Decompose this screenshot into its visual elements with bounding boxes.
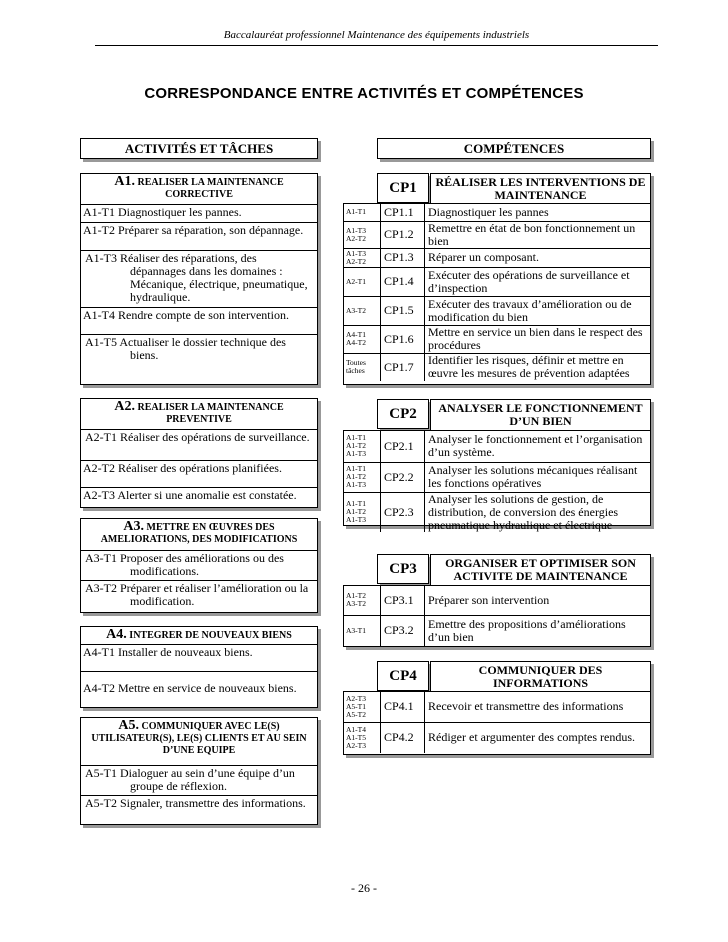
activity-a4 xyxy=(80,626,318,708)
task-a1-t4: A1-T4 Rendre compte de son intervention. xyxy=(81,308,317,335)
cp2-row xyxy=(344,462,650,492)
cp2-title: ANALYSER LE FONCTIONNEMENT D’UN BIEN xyxy=(430,399,651,431)
cp1-row xyxy=(344,221,650,248)
cp2-row xyxy=(344,492,650,532)
cp1-row xyxy=(344,325,650,353)
page-number: - 26 - xyxy=(351,881,377,895)
activity-name: REALISER LA MAINTENANCE CORRECTIVE xyxy=(137,177,284,200)
page-title: CORRESPONDANCE ENTRE ACTIVITÉS ET COMPÉTENCES xyxy=(144,85,584,102)
cp-description: Préparer son intervention xyxy=(425,586,651,615)
task-a3-t1 xyxy=(81,551,317,581)
cp2-badge: CP2 xyxy=(377,399,429,429)
activity-code: A4. xyxy=(106,627,127,642)
task-a5-t1 xyxy=(81,766,317,796)
cp-description: Exécuter des opérations de surveillance et d’inspection xyxy=(425,267,651,296)
cp4-row xyxy=(344,692,650,722)
cp-number: CP1.2 xyxy=(381,221,425,248)
task-text: A2-T1 Réaliser des opérations de surveillance. xyxy=(85,430,310,444)
activity-a2 xyxy=(80,398,318,508)
cp-number: CP1.6 xyxy=(381,325,425,353)
cp-number: CP3.1 xyxy=(381,586,425,615)
task-text: A5-T2 Signaler, transmettre des informations. xyxy=(85,796,306,810)
cp1-table xyxy=(343,203,651,385)
cp-description: Identifier les risques, définir et mettre en œuvre les mesures de prévention adaptées xyxy=(425,353,651,381)
cp3-badge: CP3 xyxy=(377,554,429,584)
task-a1-t1: A1-T1 Diagnostiquer les pannes. xyxy=(81,205,317,223)
cp4-badge: CP4 xyxy=(377,661,429,691)
activity-name: COMMUNIQUER AVEC LE(S) UTILISATEUR(S), LE(S) CLIENTS ET AU SEIN D’UNE EQUIPE xyxy=(91,721,307,756)
activity-name: METTRE EN ŒUVRES DES AMELIORATIONS, DES MODIFICATIONS xyxy=(100,522,298,545)
activity-a1-header xyxy=(81,174,317,205)
cp-description: Exécuter des travaux d’amélioration ou de modification du bien xyxy=(425,296,651,325)
activities-title: ACTIVITÉS ET TÂCHES xyxy=(80,138,318,159)
cp3-table xyxy=(343,585,651,647)
cp-number: CP1.7 xyxy=(381,353,425,381)
activity-name: INTEGRER DE NOUVEAUX BIENS xyxy=(129,630,292,641)
task-a3-t2 xyxy=(81,581,317,612)
task-codes: Toutes tâches xyxy=(344,353,381,381)
task-text: A3-T2 Préparer et réaliser l’amélioration ou la modification. xyxy=(85,581,309,608)
cp1-row xyxy=(344,267,650,296)
task-text: A3-T1 Proposer des améliorations ou des modifications. xyxy=(85,551,284,578)
task-codes: A1-T2 A3-T2 xyxy=(346,591,366,609)
cp-number: CP4.1 xyxy=(381,692,425,722)
task-a1-t2: A1-T2 Préparer sa réparation, son dépannage. xyxy=(81,223,317,251)
activity-code: A5. xyxy=(118,718,139,733)
cp-description: Recevoir et transmettre des informations xyxy=(425,692,651,722)
activity-code: A2. xyxy=(114,399,135,414)
task-codes: A2-T3 A5-T1 A5-T2 xyxy=(346,693,366,719)
task-a5-t2 xyxy=(81,796,317,826)
activity-a4-header xyxy=(81,627,317,645)
task-text: A1-T5 Actualiser le dossier technique des biens. xyxy=(85,335,286,362)
cp-description: Remettre en état de bon fonctionnement un bien xyxy=(425,221,651,248)
task-codes: A2-T1 xyxy=(344,267,381,296)
task-codes: A1-T1 A1-T2 A1-T3 xyxy=(344,492,381,532)
task-a2-t1 xyxy=(81,430,317,461)
cp-description: Analyser le fonctionnement et l’organisation d’un système. xyxy=(425,431,651,462)
cp2-row xyxy=(344,431,650,462)
task-codes: A3-T2 xyxy=(344,296,381,325)
activity-a5 xyxy=(80,717,318,825)
task-codes: A4-T1 A4-T2 xyxy=(344,325,381,353)
activity-a3 xyxy=(80,518,318,613)
task-a1-t5 xyxy=(81,335,317,365)
cp-description: Analyser les solutions mécaniques réalisant les fonctions opératives xyxy=(425,462,651,492)
cp-description: Réparer un composant. xyxy=(425,248,651,267)
competences-title: COMPÉTENCES xyxy=(377,138,651,159)
task-a4-t1: A4-T1 Installer de nouveaux biens. xyxy=(81,645,317,672)
cp1-badge: CP1 xyxy=(377,173,429,203)
cp-number: CP2.3 xyxy=(381,492,425,532)
cp-description: Analyser les solutions de gestion, de distribution, de conversion des énergies pneumatique hydraulique et électrique xyxy=(425,492,651,532)
cp3-title: ORGANISER ET OPTIMISER SON ACTIVITE DE MAINTENANCE xyxy=(430,554,651,586)
task-text: A1-T3 Réaliser des réparations, des dépannages dans les domaines : Mécanique, électrique, pneumatique, hydraulique. xyxy=(85,251,308,304)
activity-a3-header xyxy=(81,519,317,551)
activity-name: REALISER LA MAINTENANCE PREVENTIVE xyxy=(137,402,284,425)
cp1-title: RÉALISER LES INTERVENTIONS DE MAINTENANCE xyxy=(430,173,651,205)
task-a2-t3: A2-T3 Alerter si une anomalie est constatée. xyxy=(83,488,297,502)
cp-number: CP1.5 xyxy=(381,296,425,325)
cp-description: Diagnostiquer les pannes xyxy=(425,204,651,221)
cp1-row xyxy=(344,296,650,325)
cp-number: CP1.4 xyxy=(381,267,425,296)
cp-number: CP3.2 xyxy=(381,615,425,646)
cp1-row xyxy=(344,248,650,267)
task-codes: A1-T1 A1-T2 A1-T3 xyxy=(346,433,366,459)
activity-a1 xyxy=(80,173,318,385)
task-text: A5-T1 Dialoguer au sein d’une équipe d’un groupe de réflexion. xyxy=(85,766,295,793)
cp1-row xyxy=(344,204,650,221)
cp1-row xyxy=(344,353,650,381)
cp-description: Emettre des propositions d’améliorations d’un bien xyxy=(425,615,651,646)
running-header: Baccalauréat professionnel Maintenance des équipements industriels xyxy=(223,29,530,41)
task-codes: A3-T1 xyxy=(344,615,381,646)
cp-number: CP4.2 xyxy=(381,722,425,753)
task-a1-t3 xyxy=(81,251,317,308)
cp4-title: COMMUNIQUER DES INFORMATIONS xyxy=(430,661,651,693)
cp-description: Mettre en service un bien dans le respect des procédures xyxy=(425,325,651,353)
cp-number: CP2.2 xyxy=(381,462,425,492)
task-a2-t2: A2-T2 Réaliser des opérations planifiées. xyxy=(81,461,317,488)
header-rule xyxy=(95,45,658,46)
cp-number: CP1.3 xyxy=(381,248,425,267)
activity-code: A3. xyxy=(123,519,145,534)
activity-a5-header xyxy=(81,718,317,766)
task-codes: A1-T3 A2-T2 xyxy=(344,248,381,267)
task-a4-t2: A4-T2 Mettre en service de nouveaux biens. xyxy=(83,681,297,695)
cp2-table xyxy=(343,430,651,532)
task-codes: A1-T1 A1-T2 A1-T3 xyxy=(344,462,381,492)
cp4-row xyxy=(344,722,650,753)
task-codes: A1-T3 A2-T2 xyxy=(344,221,381,248)
activity-a2-header xyxy=(81,399,317,430)
cp3-row xyxy=(344,615,650,646)
activity-code: A1. xyxy=(114,174,135,189)
cp-description: Rédiger et argumenter des comptes rendus. xyxy=(425,722,651,753)
cp4-table xyxy=(343,691,651,755)
cp-number: CP2.1 xyxy=(381,431,425,462)
cp-number: CP1.1 xyxy=(381,204,425,221)
task-codes: A1-T4 A1-T5 A2-T3 xyxy=(344,722,381,753)
cp3-row xyxy=(344,586,650,615)
task-codes: A1-T1 xyxy=(346,207,366,217)
